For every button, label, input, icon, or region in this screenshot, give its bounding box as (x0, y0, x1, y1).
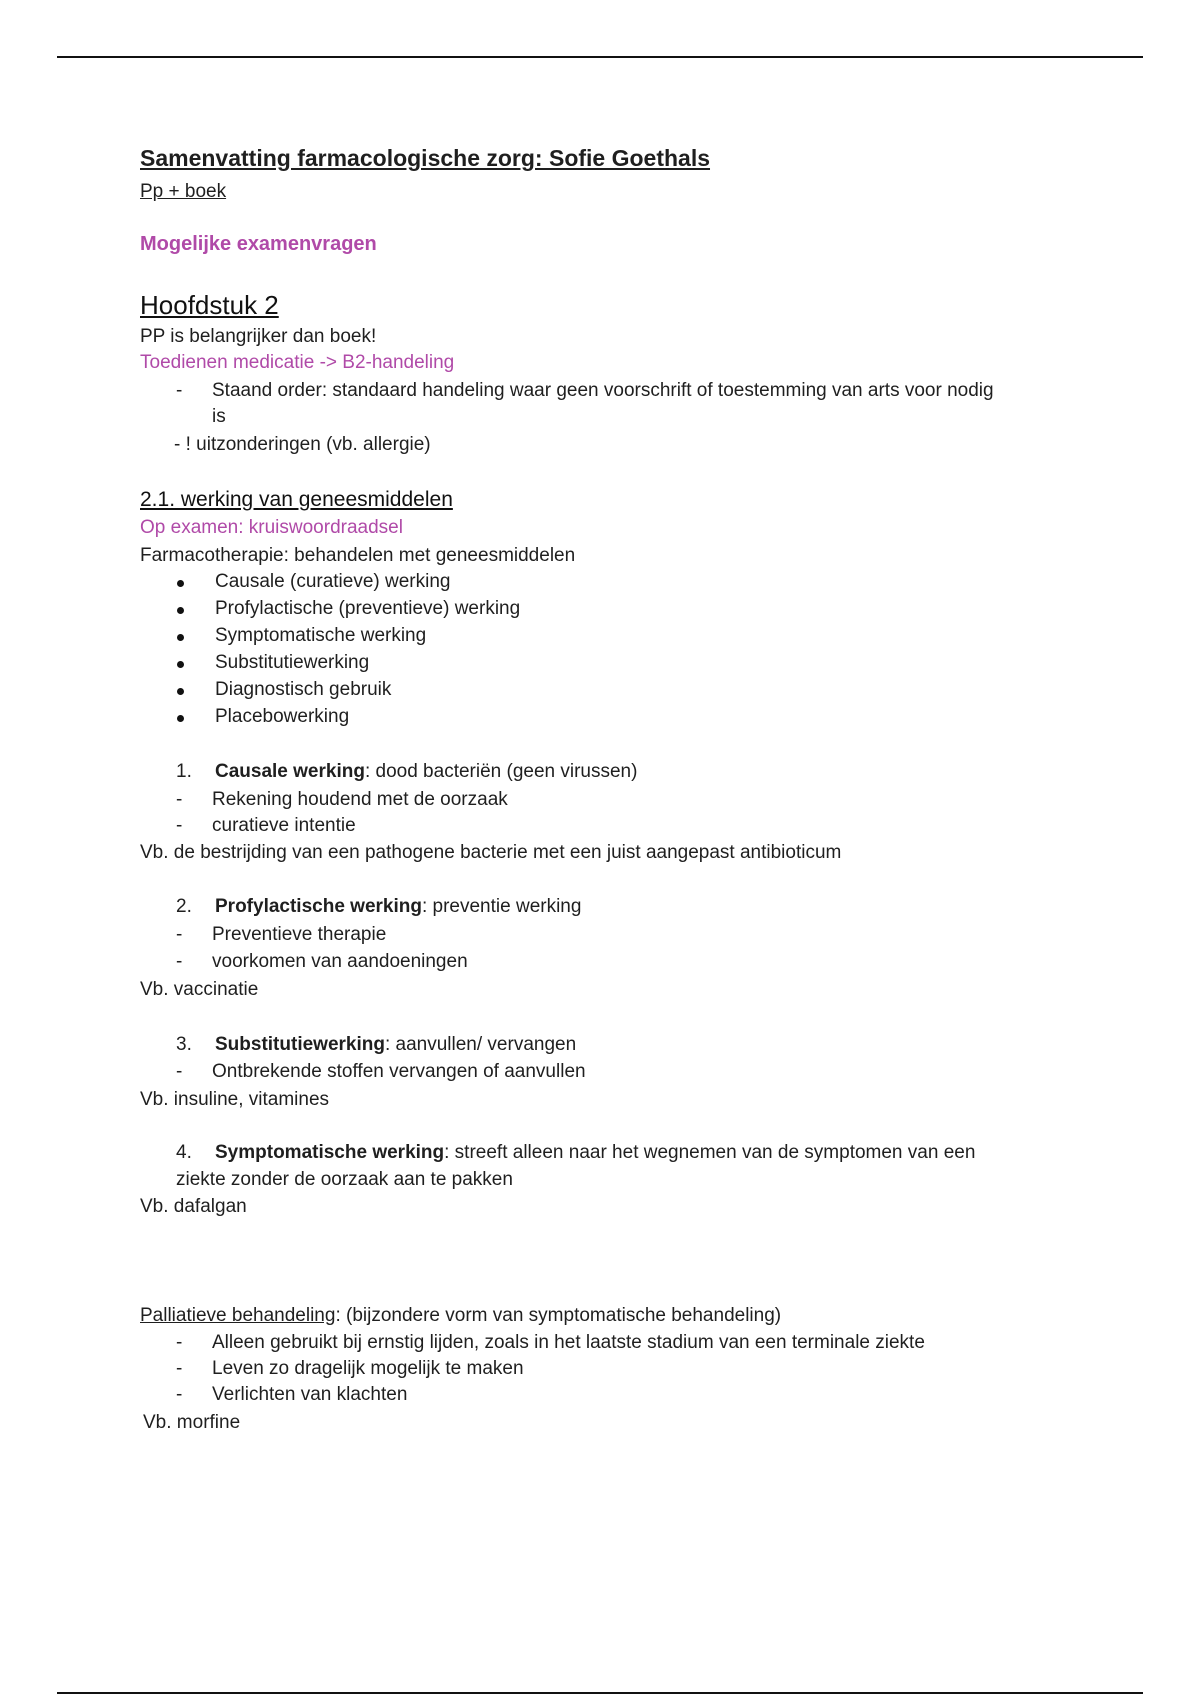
exception-line: - ! uitzonderingen (vb. allergie) (174, 434, 431, 455)
document-title: Samenvatting farmacologische zorg: Sofie Goethals (140, 145, 711, 171)
dash-item: Leven zo dragelijk mogelijk te maken (212, 1358, 524, 1379)
section-heading: 2.1. werking van geneesmiddelen (140, 488, 453, 511)
item-desc: : preventie werking (421, 896, 582, 917)
standing-order-line1: Staand order: standaard handeling waar geen voorschrift of toestemming van arts voor nodig (212, 380, 994, 401)
item-number: 1. (176, 761, 192, 782)
dash-marker: - (176, 380, 183, 401)
bullet-dot (177, 634, 184, 641)
chapter-note: PP is belangrijker dan boek! (140, 326, 377, 347)
example-line: Vb. dafalgan (140, 1196, 247, 1217)
example-line: Vb. morfine (143, 1412, 241, 1433)
list-item: Substitutiewerking (215, 652, 370, 673)
dash-item: Alleen gebruikt bij ernstig lijden, zoals in het laatste stadium van een terminale ziekte (212, 1332, 925, 1353)
list-item: Diagnostisch gebruik (215, 679, 392, 700)
item-desc: : dood bacteriën (geen virussen) (364, 761, 638, 782)
item-term: Profylactische werking (215, 896, 422, 917)
document-subtitle: Pp + boek (140, 181, 227, 202)
item-causal (215, 760, 637, 784)
list-item: Symptomatische werking (215, 625, 427, 646)
palliative-desc: : (bijzondere vorm van symptomatische behandeling) (335, 1305, 782, 1326)
dash-item: Ontbrekende stoffen vervangen of aanvullen (212, 1061, 586, 1082)
example-line: Vb. de bestrijding van een pathogene bacterie met een juist aangepast antibioticum (140, 842, 842, 863)
dash-item: Preventieve therapie (212, 924, 387, 945)
dash-marker: - (176, 1358, 183, 1379)
palliative-label: Palliatieve behandeling (140, 1305, 336, 1326)
item-desc-line2: ziekte zonder de oorzaak aan te pakken (176, 1169, 513, 1190)
item-number: 2. (176, 896, 192, 917)
dash-marker: - (176, 924, 183, 945)
dash-item: Rekening houdend met de oorzaak (212, 789, 508, 810)
section-pink-note: Op examen: kruiswoordraadsel (140, 517, 403, 538)
item-number: 3. (176, 1034, 192, 1055)
dash-marker: - (176, 789, 183, 810)
item-number: 4. (176, 1142, 192, 1163)
item-substitution (215, 1033, 576, 1057)
example-line: Vb. vaccinatie (140, 979, 259, 1000)
header-rule (57, 56, 1143, 58)
standing-order-line2: is (212, 406, 226, 427)
list-item: Causale (curatieve) werking (215, 571, 451, 592)
section-intro: Farmacotherapie: behandelen met geneesmiddelen (140, 545, 576, 566)
bullet-dot (177, 607, 184, 614)
item-desc: : streeft alleen naar het wegnemen van de symptomen van een (444, 1142, 976, 1163)
example-line: Vb. insuline, vitamines (140, 1089, 330, 1110)
dash-item: curatieve intentie (212, 815, 356, 836)
item-symptomatic (215, 1141, 975, 1165)
item-desc: : aanvullen/ vervangen (384, 1034, 577, 1055)
item-term: Substitutiewerking (215, 1034, 385, 1055)
bullet-dot (177, 661, 184, 668)
bullet-dot (177, 715, 184, 722)
dash-marker: - (176, 1332, 183, 1353)
item-prophylactic (215, 895, 581, 919)
footer-rule (57, 1692, 1143, 1694)
dash-item: Verlichten van klachten (212, 1384, 408, 1405)
bullet-dot (177, 580, 184, 587)
list-item: Placebowerking (215, 706, 350, 727)
palliative-line (140, 1304, 781, 1328)
dash-marker: - (176, 951, 183, 972)
dash-item: voorkomen van aandoeningen (212, 951, 468, 972)
chapter-heading: Hoofdstuk 2 (140, 290, 279, 320)
dash-marker: - (176, 1061, 183, 1082)
dash-marker: - (176, 1384, 183, 1405)
item-term: Symptomatische werking (215, 1142, 445, 1163)
item-term: Causale werking (215, 761, 365, 782)
dash-marker: - (176, 815, 183, 836)
chapter-pink-note: Toedienen medicatie -> B2-handeling (140, 352, 455, 373)
bullet-dot (177, 688, 184, 695)
list-item: Profylactische (preventieve) werking (215, 598, 521, 619)
exam-questions-heading: Mogelijke examenvragen (140, 233, 377, 255)
